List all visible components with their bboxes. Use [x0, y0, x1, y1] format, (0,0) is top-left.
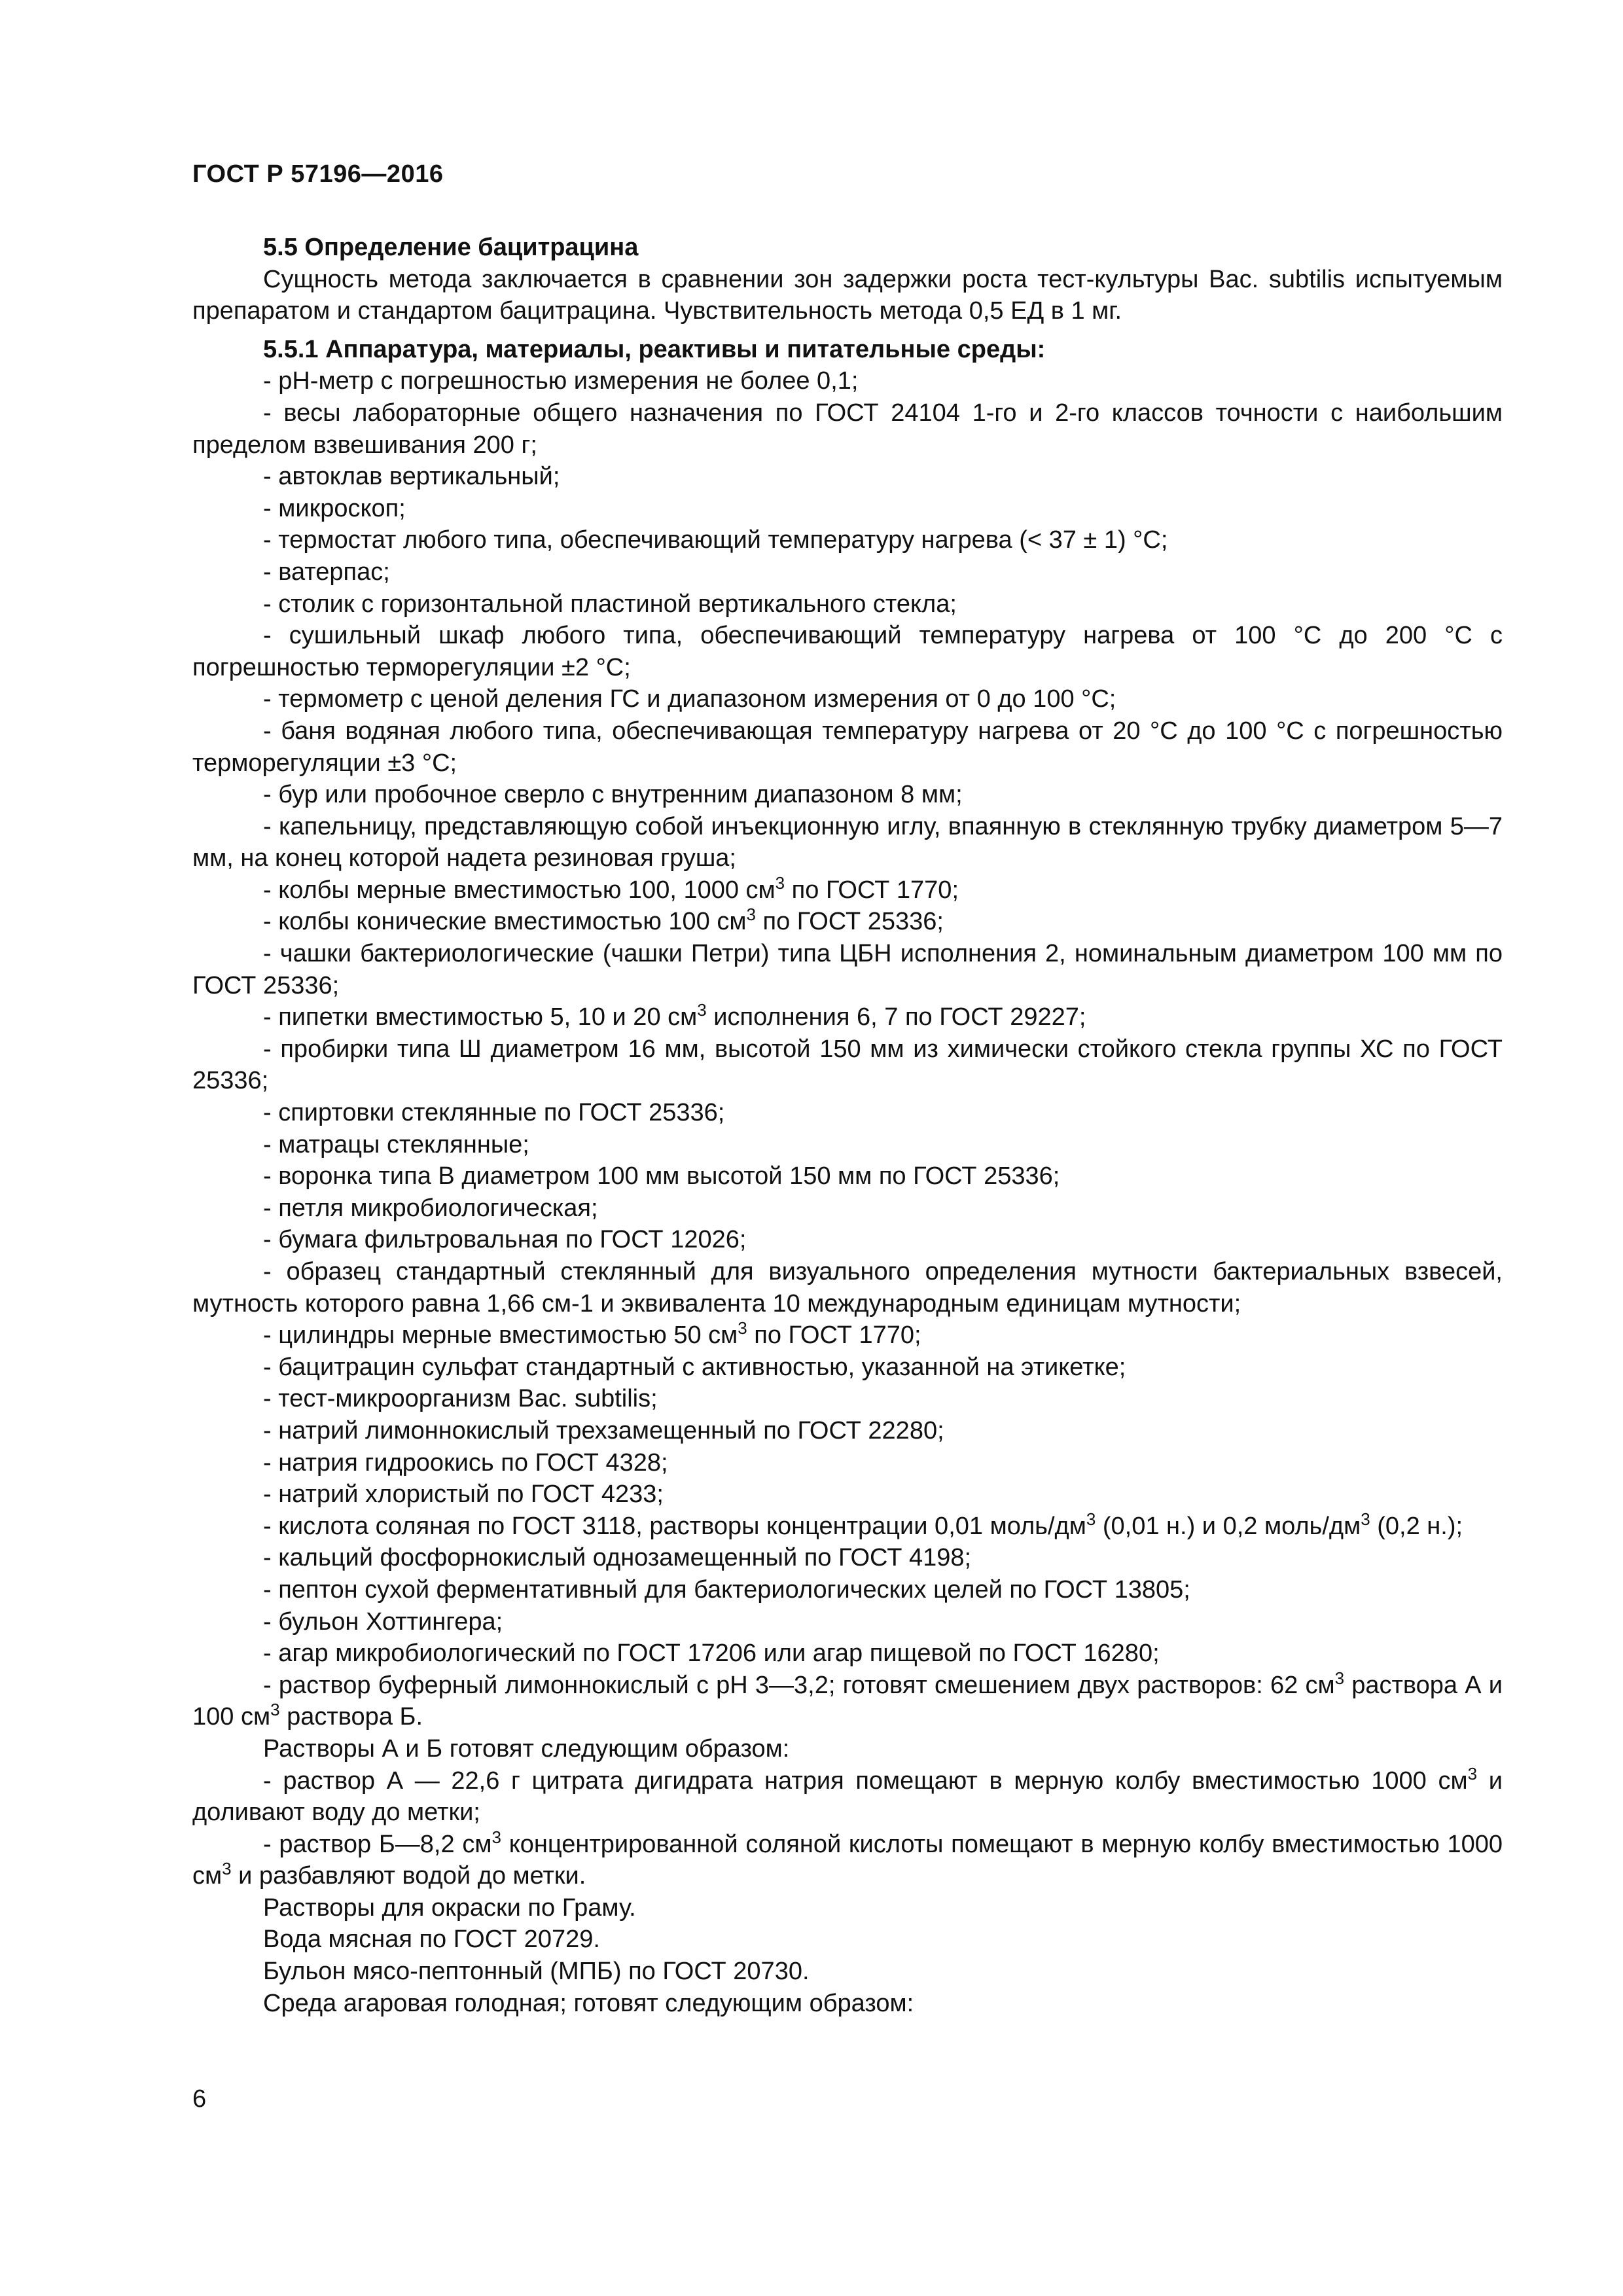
list-item: - баня водяная любого типа, обеспечивающая температуру нагрева от 20 °С до 100 °С с погрешностью терморегуляции ±3 °С;	[192, 717, 1503, 777]
list-item: - весы лабораторные общего назначения по ГОСТ 24104 1-го и 2-го классов точности с наибольшим пределом взвешивания 200 г;	[192, 399, 1503, 459]
list-item: - воронка типа В диаметром 100 мм высотой 150 мм по ГОСТ 25336;	[263, 1162, 1060, 1191]
list-item: - пробирки типа Ш диаметром 16 мм, высотой 150 мм из химически стойкого стекла группы ХС по ГОСТ 25336;	[192, 1035, 1503, 1095]
method-intro-paragraph: Сущность метода заключается в сравнении зон задержки роста тест-культуры Bac. subtilis испытуемым препаратом и стандартом бацитрацина. Чувствительность метода 0,5 ЕД в 1 мг.	[192, 265, 1503, 325]
section-5-5-heading: 5.5 Определение бацитрацина	[263, 234, 639, 261]
tail-paragraph: Бульон мясо-пептонный (МПБ) по ГОСТ 20730.	[263, 1958, 810, 1986]
list-item: - бульон Хоттингера;	[263, 1607, 503, 1636]
list-item: - капельницу, представляющую собой инъекционную иглу, впаянную в стеклянную трубку диаметром 5—7 мм, на конец которой надета резиновая груша;	[192, 812, 1503, 872]
list-item: - автоклав вертикальный;	[263, 463, 560, 491]
list-item: - кислота соляная по ГОСТ 3118, растворы концентрации 0,01 моль/$дм^3$ (0,01 н.) и 0,2 моль/$дм^3$ (0,2 н.);	[263, 1509, 1463, 1540]
list-item: - петля микробиологическая;	[263, 1194, 598, 1222]
solutions-intro: Растворы А и Б готовят следующим образом:	[263, 1734, 790, 1763]
list-item: - колбы конические вместимостью 100 $см^3$ по ГОСТ 25336;	[263, 905, 944, 936]
list-item: - термометр с ценой деления ГС и диапазоном измерения от 0 до 100 °С;	[263, 685, 1116, 713]
tail-paragraph: Среда агаровая голодная; готовят следующим образом:	[263, 1989, 914, 2017]
equipment-list	[192, 365, 1503, 1733]
list-item: - натрий лимоннокислый трехзамещенный по ГОСТ 22280;	[263, 1416, 944, 1444]
list-item: - натрия гидроокись по ГОСТ 4328;	[263, 1448, 668, 1477]
list-item: - бур или пробочное сверло с внутренним диапазоном 8 мм;	[263, 781, 963, 809]
solutions-list	[192, 1765, 1503, 1892]
list-item: - бацитрацин сульфат стандартный с активностью, указанной на этикетке;	[263, 1353, 1126, 1381]
list-item: - пептон сухой ферментативный для бактериологических целей по ГОСТ 13805;	[263, 1575, 1190, 1604]
list-item: - раствор буферный лимоннокислый с рН 3—3,2; готовят смешением двух растворов: 62 $см^3$ раствора А и 100 $см^3$ раствора Б.	[192, 1668, 1503, 1731]
list-item: - матрацы стеклянные;	[263, 1130, 529, 1158]
list-item: - рН-метр с погрешностью измерения не более 0,1;	[263, 367, 859, 395]
list-item: - микроскоп;	[263, 494, 406, 522]
list-item: - кальций фосфорнокислый однозамещенный по ГОСТ 4198;	[263, 1544, 972, 1572]
list-item: - спиртовки стеклянные по ГОСТ 25336;	[263, 1099, 725, 1127]
list-item: - чашки бактериологические (чашки Петри) типа ЦБН исполнения 2, номинальным диаметром 100 мм по ГОСТ 25336;	[192, 940, 1503, 999]
tail-paragraph: Вода мясная по ГОСТ 20729.	[263, 1926, 600, 1954]
document-body	[192, 232, 1503, 2019]
document-header: ГОСТ Р 57196—2016	[192, 160, 444, 188]
tail-paragraph: Растворы для окраски по Граму.	[263, 1893, 636, 1922]
list-item: - сушильный шкаф любого типа, обеспечивающий температуру нагрева от 100 °С до 200 °С с погрешностью терморегуляции ±2 °С;	[192, 622, 1503, 681]
list-item: - бумага фильтровальная по ГОСТ 12026;	[263, 1226, 747, 1254]
list-item: - раствор Б—8,2 $см^3$ концентрированной соляной кислоты помещают в мерную колбу вместимостью 1000 $см^3$ и разбавляют водой до метки.	[192, 1827, 1503, 1890]
list-item: - термостат любого типа, обеспечивающий температуру нагрева (< 37 ± 1) °С;	[263, 526, 1168, 554]
page-number: 6	[192, 2085, 207, 2113]
list-item: - пипетки вместимостью 5, 10 и 20 $см^3$ исполнения 6, 7 по ГОСТ 29227;	[263, 1000, 1086, 1031]
list-item: - натрий хлористый по ГОСТ 4233;	[263, 1480, 664, 1509]
list-item: - образец стандартный стеклянный для визуального определения мутности бактериальных взвесей, мутность которого равна 1,66 см-1 и эквивалента 10 международным единицам мутности;	[192, 1258, 1503, 1318]
list-item: - агар микробиологический по ГОСТ 17206 или агар пищевой по ГОСТ 16280;	[263, 1640, 1160, 1668]
list-item: - раствор А — 22,6 г цитрата дигидрата натрия помещают в мерную колбу вместимостью 1000 $см^3$ и доливают воду до метки;	[192, 1763, 1503, 1827]
list-item: - цилиндры мерные вместимостью 50 $см^3$ по ГОСТ 1770;	[263, 1318, 921, 1350]
list-item: - ватерпас;	[263, 558, 390, 586]
list-item: - колбы мерные вместимостью 100, 1000 $см^3$ по ГОСТ 1770;	[263, 872, 959, 904]
list-item: - столик с горизонтальной пластиной вертикального стекла;	[263, 590, 957, 618]
section-5-5-1-heading: 5.5.1 Аппаратура, материалы, реактивы и питательные среды:	[263, 335, 1046, 363]
list-item: - тест-микроорганизм Bac. subtilis;	[263, 1385, 658, 1413]
